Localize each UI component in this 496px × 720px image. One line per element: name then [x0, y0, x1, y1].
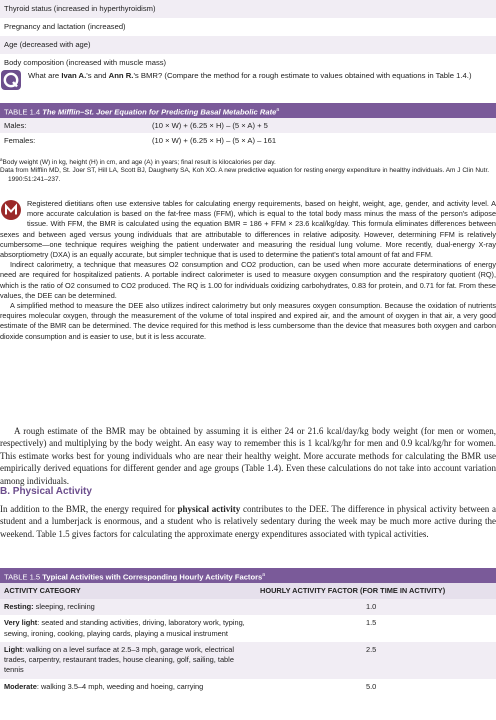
- table-row: Light: walking on a level surface at 2.5–3 mph, garage work, electrical trades, carpentry, restaurant trades, house cleaning, golf, sailing, table tennis 2.5: [0, 642, 496, 679]
- table-row: Very light: seated and standing activities, driving, laboratory work, typing, sewing, ironing, cooking, playing cards, playing a musical instrument 1.5: [4, 618, 377, 638]
- body-paragraph: A rough estimate of the BMR may be obtained by assuming it is either 24 or 21.6 kcal/day/kg body weight (for men or women, respectively) and multiplying by the body weight. An easy way to remember this is 1 kcal/kg/hr for men and 0.9 kcal/kg/hr for women. This estimate works best for young individuals who are near their healthy weight. More accurate methods for calculating the BMR use empirically derived equations for different gender and age groups (Table 1.4). Even these calculations do not take into account variation among individuals.: [0, 426, 496, 486]
- table-row: Resting: sleeping, reclining 1.0: [0, 599, 496, 615]
- methods-icon: [1, 200, 21, 220]
- question-text: What are Ivan A.'s and Ann R.'s BMR? (Compare the method for a rough estimate to values obtained with equations in Table 1.4.): [28, 71, 472, 80]
- question-icon: [1, 70, 21, 90]
- methods-paragraph: Registered dietitians often use extensive tables for calculating energy requirements, based on height, weight, age, gender, and activity level. A more accurate calculation is based on the fat-free mass (FFM), which is equal to the total body mass minus the mass of the person's adipose tissue. With FFM, the BMR is calculated using the equation BMR = 186 + FFM × 23.6 kcal/kg/day. This formula eliminates differences between sexes and between aged versus young individuals that are attributable to differences in relative adiposity. However, determining FFM is relatively cumbersome—one technique requires weighing the patient underwater and measuring the residual lung volume. More recently, dual-energy X-ray absorptiometry (DXA) is an equally accurate, but simpler technique that is used to determine the patient's total amount of fat and FFM.: [0, 199, 496, 260]
- body-paragraph: In addition to the BMR, the energy required for physical activity contributes to the DEE. The difference in physical activity between a student and a lumberjack is enormous, and a student who is relatively sedentary during the week may be much more active during the weekend. Table 1.5 gives factors for calculating the approximate energy expenditures associated with typical activities.: [0, 504, 496, 539]
- methods-note: [0, 199, 496, 342]
- table-title: TABLE 1.5 Typical Activities with Corresponding Hourly Activity Factors$^a$: [0, 568, 496, 583]
- table-row: Males: (10 × W) + (6.25 × H) – (5 × A) + 5: [0, 118, 496, 133]
- table-1-4: [0, 103, 496, 148]
- table-source: Data from Mifflin MD, St. Joer ST, Hill LA, Scott BJ, Daugherty SA, Koh XO. A new predictive equation for resting energy expenditure in healthy individuals. Am J Clin Nutr. 1990:51:241–237.: [0, 167, 490, 183]
- factor-row: Body composition (increased with muscle mass): [4, 58, 167, 67]
- factor-row: Thyroid status (increased in hyperthyroidism): [0, 0, 496, 18]
- methods-paragraph: A simplified method to measure the DEE also utilizes indirect calorimetry but only measures oxygen consumption. Because the oxidation of nutrients requires molecular oxygen, through the measurement of the volume of total inspired and expired air, and the amount of oxygen in that air, a very good estimate of the BMR can be determined. The device required for this method is less cumbersome than the device that measures both oxygen and carbon dioxide consumption and is easier to use, but it is less accurate.: [0, 301, 496, 341]
- question-block: [0, 68, 496, 98]
- factor-list: [0, 0, 496, 72]
- factor-row: Age (decreased with age): [0, 36, 496, 54]
- table-row: Females: (10 × W) + (6.25 × H) – (5 × A) – 161: [4, 136, 277, 145]
- methods-paragraph: Indirect calorimetry, a technique that measures O2 consumption and CO2 production, can be used when more accurate determinations of energy need are required for hospitalized patients. A portable indirect calorimeter is used to measure oxygen consumption and the respiratory quotient (RQ), which is the ratio of O2 consumed to CO2 produced. The RQ is 1.00 for individuals oxidizing carbohydrates, 0.83 for protein, and 0.71 for fat. From these values, the DEE can be determined.: [0, 260, 496, 300]
- table-row: Moderate: walking 3.5–4 mph, weeding and hoeing, carrying 5.0: [4, 681, 377, 691]
- section-heading: B. Physical Activity: [0, 486, 92, 497]
- table-1-5: [0, 568, 496, 695]
- table-header: ACTIVITY CATEGORY HOURLY ACTIVITY FACTOR (FOR TIME IN ACTIVITY): [0, 583, 496, 599]
- table-footnote: $^a$Body weight (W) in kg, height (H) in cm, and age (A) in years; final result is kilocalories per day.: [0, 157, 276, 167]
- factor-row: Pregnancy and lactation (increased): [4, 22, 126, 31]
- table-title: TABLE 1.4 The Mifflin–St. Joer Equation for Predicting Basal Metabolic Rate$^a$: [0, 103, 496, 118]
